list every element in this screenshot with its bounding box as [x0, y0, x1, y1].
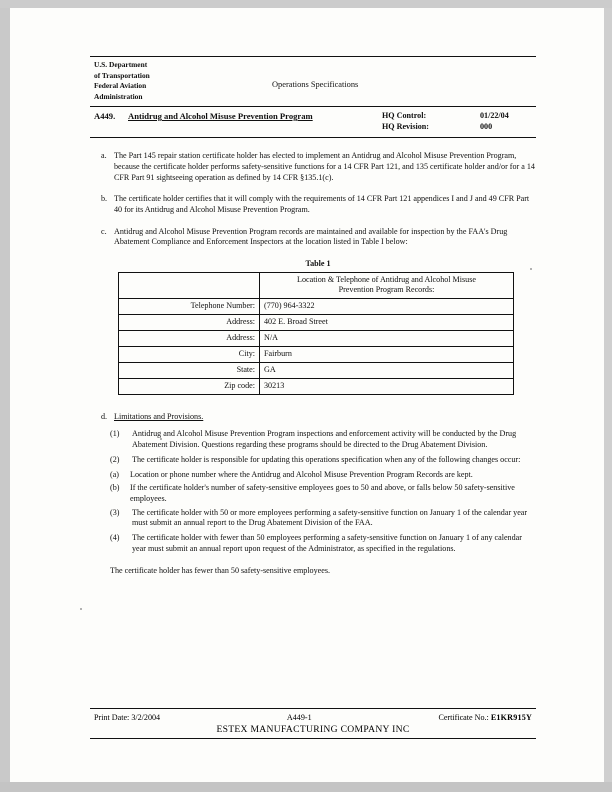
- row-value: (770) 964-3322: [260, 298, 514, 314]
- list-item: [90, 533, 536, 554]
- subitem-marker: (3): [110, 507, 120, 517]
- subitem-marker: (1): [110, 429, 120, 439]
- agency-line-2: of Transportation: [94, 70, 150, 80]
- row-label: Zip code:: [119, 378, 260, 394]
- print-date-label: Print Date:: [94, 713, 130, 722]
- scan-edge-top: [0, 0, 612, 8]
- agency-line-1: U.S. Department: [94, 60, 148, 69]
- table-header-line-2: Prevention Program Records:: [338, 285, 435, 295]
- page-number: A449-1: [286, 713, 312, 722]
- paragraph-title: Antidrug and Alcohol Misuse Prevention Program: [128, 111, 313, 122]
- closing-statement: The certificate holder has fewer than 50 safety-sensitive employees.: [110, 566, 331, 576]
- paper-sheet: [10, 8, 604, 782]
- item-marker: b.: [101, 194, 108, 204]
- certificate-number: [438, 713, 532, 722]
- list-item: [90, 508, 536, 529]
- subsubitem-text: If the certificate holder's number of safety-sensitive employees goes to 50 and above, or falls below 50 safety-sensitive employees.: [130, 483, 515, 503]
- subsubitem-text: Location or phone number where the Antidrug and Alcohol Misuse Prevention Program Records are kept.: [130, 469, 473, 479]
- row-label: State:: [119, 362, 260, 378]
- scan-edge-right: [604, 0, 612, 792]
- list-item: [90, 455, 536, 466]
- item-marker: a.: [101, 151, 107, 161]
- certificate-label: Certificate No.:: [438, 713, 489, 722]
- limitations-heading: Limitations and Provisions.: [114, 411, 204, 421]
- row-label: Address:: [119, 314, 260, 330]
- limitations-heading-row: [90, 412, 536, 423]
- table-row: [119, 298, 514, 314]
- subitem-text: The certificate holder with 50 or more employees performing a safety-sensitive function on January 1 of the calendar year must submit an annual report to the Drug Abatement Division of the FAA.: [132, 507, 528, 528]
- scan-edge-left: [0, 0, 10, 792]
- list-item: [90, 429, 536, 450]
- print-date-value: 3/2/2004: [131, 713, 161, 722]
- table-header-blank-cell: [119, 272, 260, 298]
- table-header-cell: [260, 272, 514, 298]
- records-location-table: [118, 272, 514, 395]
- hq-revision-value: 000: [480, 121, 493, 131]
- hq-control-label: HQ Control:: [382, 111, 427, 121]
- scan-speck: [80, 608, 82, 610]
- row-value: Fairburn: [260, 346, 514, 362]
- row-label: City:: [119, 346, 260, 362]
- list-item: [90, 483, 536, 504]
- subsubitem-marker: (a): [110, 469, 119, 479]
- table-row: [119, 346, 514, 362]
- table-caption: Table 1: [305, 259, 331, 269]
- list-item: [90, 151, 536, 183]
- row-value: N/A: [260, 330, 514, 346]
- document-header: [90, 56, 536, 138]
- item-text: The Part 145 repair station certificate holder has elected to implement an Antidrug and Alcohol Misuse Prevention Program, because the certificate holder performs safety-sensitive functions for a 14 CFR Part 121, and 135 certificate holder and/or for a 14 CFR Part 91 sightseeing operation as defined by 14 CFR §135.1(c).: [114, 151, 535, 182]
- list-item: [90, 470, 536, 481]
- subitem-marker: (4): [110, 532, 120, 542]
- row-value: 402 E. Broad Street: [260, 314, 514, 330]
- limitations-marker: d.: [101, 411, 108, 421]
- subitem-marker: (2): [110, 454, 120, 464]
- row-value: GA: [260, 362, 514, 378]
- table-header-line-1: Location & Telephone of Antidrug and Alcohol Misuse: [297, 274, 476, 284]
- subitem-text: The certificate holder is responsible for updating this operations specification when any of the following changes occur:: [132, 454, 521, 464]
- paragraph-title-row: [90, 106, 536, 137]
- scan-speck: [530, 268, 532, 270]
- subitem-text: The certificate holder with fewer than 50 employees performing a safety-sensitive function on January 1 of any calendar year must submit an annual report upon request of the Administrator, as specified in the regulations.: [132, 532, 522, 553]
- list-item: [90, 194, 536, 215]
- document-footer: [90, 708, 536, 739]
- row-label: Address:: [119, 330, 260, 346]
- table-row: [119, 362, 514, 378]
- row-value: 30213: [260, 378, 514, 394]
- document-type-title: Operations Specifications: [272, 80, 359, 89]
- footer-rule-bottom: [90, 738, 536, 739]
- item-text: Antidrug and Alcohol Misuse Prevention Program records are maintained and available for inspection by the FAA's Drug Abatement Compliance and Enforcement Inspectors at the location listed in Table I below:: [114, 226, 508, 247]
- limitations-list: [90, 429, 536, 554]
- hq-block: [382, 111, 532, 132]
- paragraph-id: A449.: [94, 111, 116, 122]
- agency-block: [94, 60, 244, 102]
- scan-edge-bottom: [0, 782, 612, 792]
- document-body: [90, 138, 536, 576]
- subsubitem-marker: (b): [110, 483, 120, 493]
- row-label: Telephone Number:: [119, 298, 260, 314]
- item-marker: c.: [101, 226, 107, 236]
- company-name: ESTEX MANUFACTURING COMPANY INC: [216, 724, 410, 735]
- table-row: [119, 378, 514, 394]
- table-row: [119, 330, 514, 346]
- scan-speck: [160, 438, 162, 440]
- agency-line-3: Federal Aviation: [94, 81, 147, 91]
- print-date: [94, 713, 160, 722]
- subitem-text: Antidrug and Alcohol Misuse Prevention Program inspections and enforcement activity will be conducted by the Drug Abatement Division. Questions regarding these programs should be directed to the Drug Abatement Division.: [132, 429, 517, 450]
- document-content: [90, 56, 536, 577]
- table-row: [119, 314, 514, 330]
- item-text: The certificate holder certifies that it will comply with the requirements of 14 CFR Part 121 appendices I and J and 49 CFR Part 40 for its Antidrug and Alcohol Misuse Prevention Program.: [114, 194, 530, 215]
- hq-control-value: 01/22/04: [480, 111, 509, 121]
- certificate-value: E1KR915Y: [490, 713, 532, 722]
- hq-revision-label: HQ Revision:: [382, 121, 429, 131]
- table-header-row: [119, 272, 514, 298]
- agency-line-4: Administration: [94, 91, 143, 101]
- list-item: [90, 227, 536, 248]
